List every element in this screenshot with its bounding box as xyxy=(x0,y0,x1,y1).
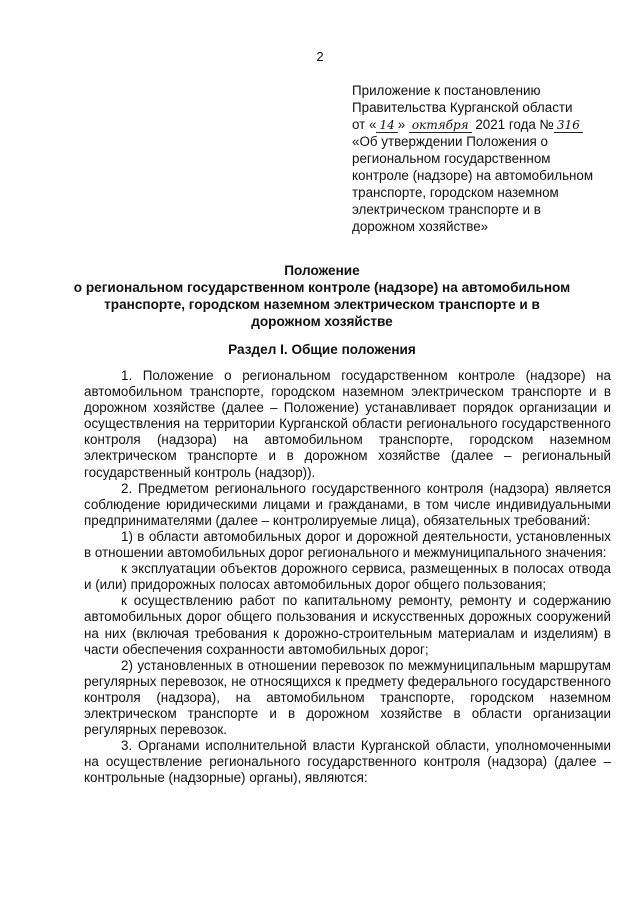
date-suffix: 2021 года № xyxy=(471,117,554,132)
page-number: 2 xyxy=(316,49,324,64)
paragraph: 1. Положение о региональном государственном контроле (надзоре) на автомобильном транспорте, городском наземном электрическом транспорте и в дорожном хозяйстве (далее – Положение) устанавливает порядок организации и осуществления на территории Курганской области регионального государственного контроля (надзора) на автомобильном транспорте, городском наземном электрическом транспорте и в дорожном хозяйстве (далее – региональный государственный контроль (надзор)). xyxy=(84,368,611,480)
paragraph: к осуществлению работ по капитальному ремонту, ремонту и содержанию автомобильных дорог общего пользования и искусственных дорожных сооружений на них (включая требования к дорожно-строительным материалам и изделиям) в части обеспечения сохранности автомобильных дорог; xyxy=(84,593,611,657)
handwritten-day: 14 xyxy=(376,118,397,133)
appendix-quote-line: контроле (надзоре) на автомобильном xyxy=(352,168,594,183)
paragraph: 2. Предметом регионального государственного контроля (надзора) является соблюдение юридическими лицами и гражданами, в том числе индивидуальными предпринимателями (далее – контролируемые лица), обязательных требований: xyxy=(84,480,611,528)
title-subtitle: о региональном государственном контроле (надзоре) на автомобильном транспорте, городском наземном электрическом транспорте и в дорожном хозяйстве xyxy=(73,280,571,329)
appendix-line: Приложение к постановлению xyxy=(352,83,541,98)
paragraph: 3. Органами исполнительной власти Курганской области, уполномоченными на осуществление регионального государственного контроля (надзора) (далее – контрольные (надзорные) органы), являются: xyxy=(84,738,611,786)
appendix-quote-line: дорожном хозяйстве» xyxy=(352,219,489,234)
appendix-header xyxy=(352,82,602,235)
paragraph: к эксплуатации объектов дорожного сервиса, размещенных в полосах отвода и (или) придорожных полосах автомобильных дорог общего пользования; xyxy=(84,561,611,593)
appendix-quote-line: электрическом транспорте и в xyxy=(352,202,541,217)
appendix-line: Правительства Курганской области xyxy=(352,100,573,115)
appendix-date-line xyxy=(352,116,602,133)
document-body xyxy=(84,368,611,786)
appendix-quote-line: «Об утверждении Положения о xyxy=(352,134,548,149)
date-prefix: от « xyxy=(352,117,377,132)
appendix-quote-line: региональном государственном xyxy=(352,151,551,166)
appendix-quote-line: транспорте, городском наземном xyxy=(352,185,559,200)
document-title xyxy=(72,262,572,330)
section-heading: Раздел I. Общие положения xyxy=(228,342,416,357)
title-line: Положение xyxy=(284,263,360,278)
paragraph: 2) установленных в отношении перевозок по межмуниципальным маршрутам регулярных перевозок, не относящихся к предмету федерального государственного контроля (надзора), на автомобильном транспорте, городском наземном электрическом транспорте и в дорожном хозяйстве в области организации регулярных перевозок. xyxy=(84,657,611,738)
paragraph: 1) в области автомобильных дорог и дорожной деятельности, установленных в отношении автомобильных дорог регионального и межмуниципального значения: xyxy=(84,528,611,561)
handwritten-month: октября xyxy=(409,118,472,133)
date-mid: » xyxy=(397,117,409,132)
handwritten-number: 316 xyxy=(554,118,583,133)
